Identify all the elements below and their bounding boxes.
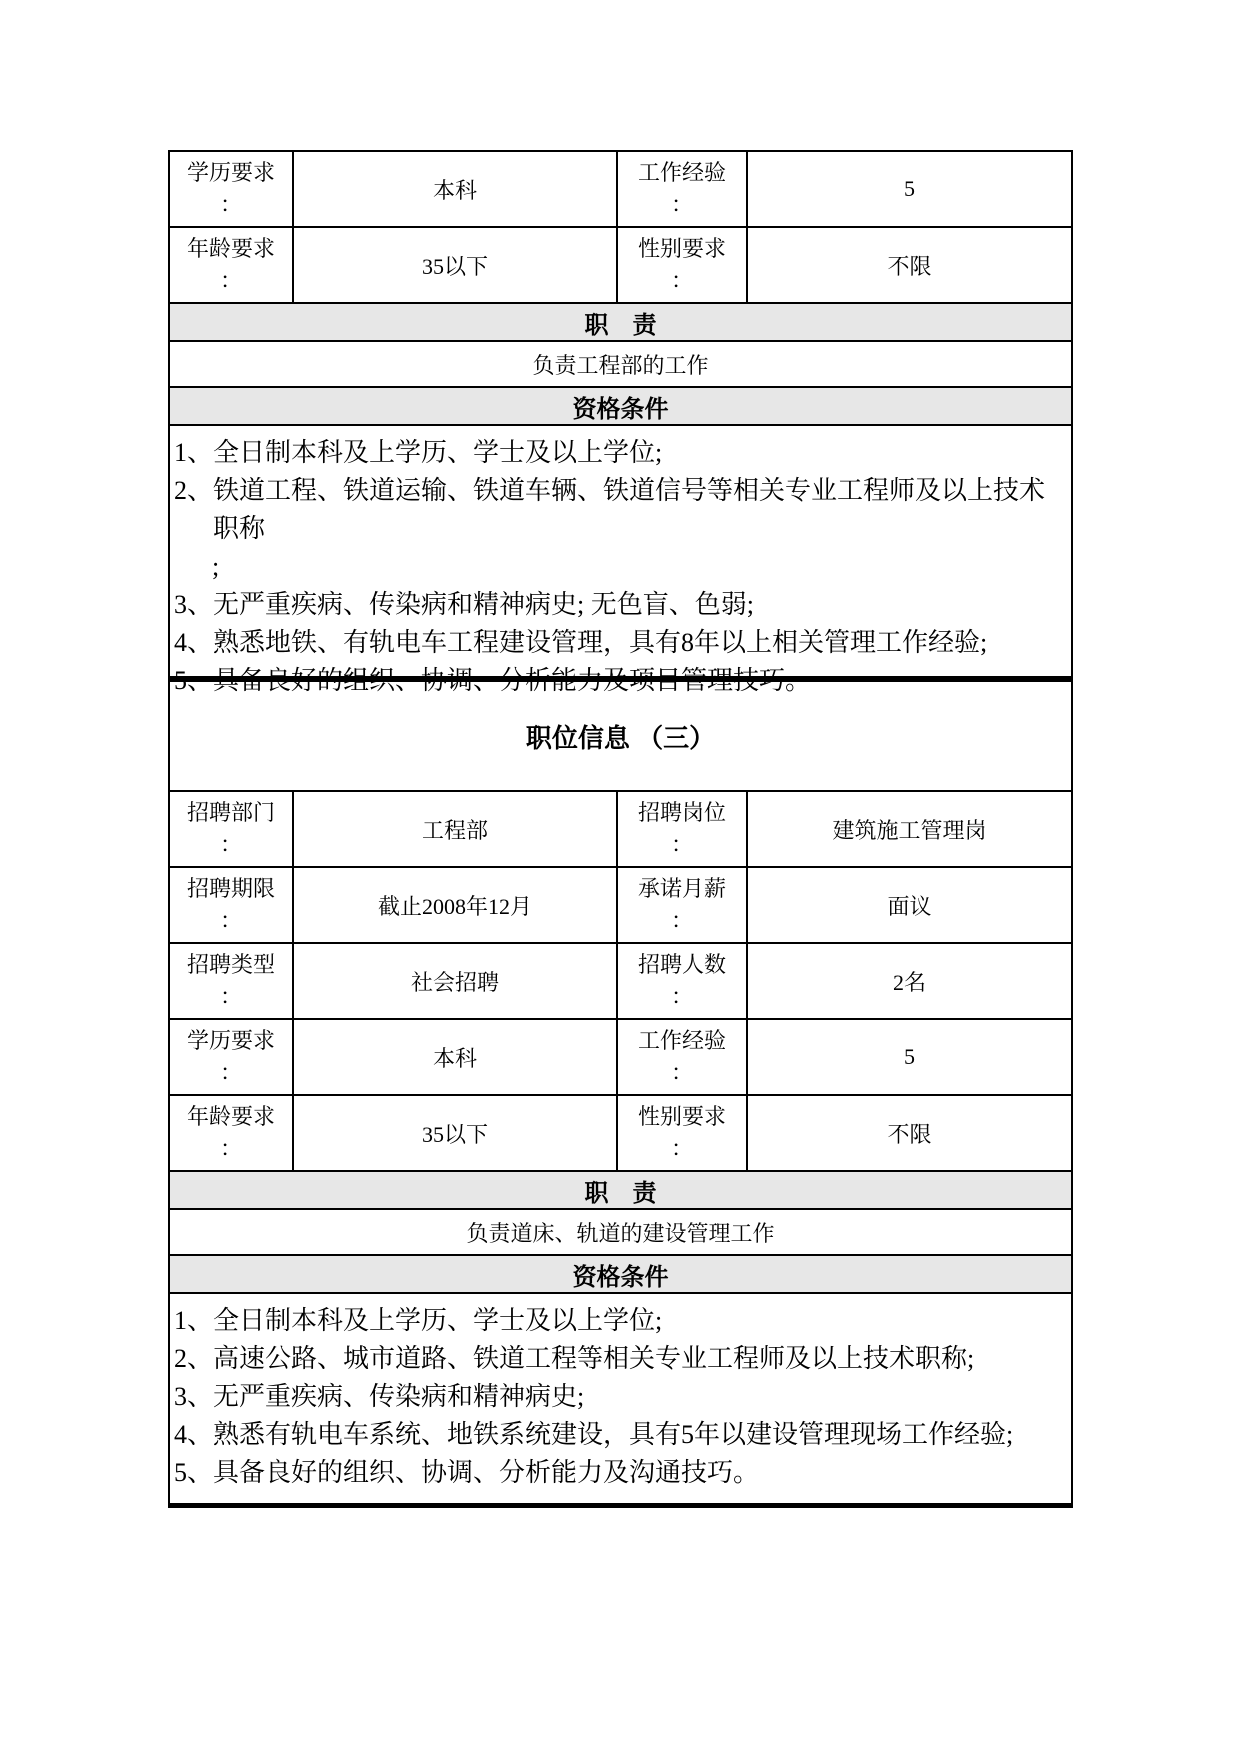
field-label-colon: ： bbox=[670, 832, 693, 857]
field-value: 社会招聘 bbox=[410, 969, 499, 995]
qualification-item bbox=[174, 1302, 1065, 1340]
field-label: 性别要求 bbox=[637, 1104, 726, 1129]
qualifications-section-header: 资格条件 bbox=[170, 388, 1071, 426]
qualification-item-continuation bbox=[174, 548, 1065, 586]
item-number: 1、 bbox=[174, 438, 214, 467]
field-label-cell bbox=[618, 228, 748, 302]
item-number: 3、 bbox=[174, 590, 214, 619]
field-label: 招聘期限 bbox=[186, 876, 275, 901]
field-value-cell bbox=[294, 944, 618, 1018]
item-text: 具备良好的组织、协调、分析能力及项目管理技巧。 bbox=[213, 666, 812, 695]
field-label-colon: ： bbox=[670, 1060, 693, 1085]
qualifications-list bbox=[170, 1294, 1071, 1503]
qualification-item bbox=[174, 662, 1065, 700]
field-label: 学历要求 bbox=[186, 1028, 275, 1053]
field-value-cell bbox=[748, 944, 1071, 1018]
field-label: 年龄要求 bbox=[186, 1104, 275, 1129]
item-text: ; bbox=[212, 552, 220, 581]
qualification-item bbox=[174, 1378, 1065, 1416]
field-label: 承诺月薪 bbox=[637, 876, 726, 901]
field-label: 招聘岗位 bbox=[637, 800, 726, 825]
field-label-cell bbox=[170, 792, 294, 866]
item-number: 5、 bbox=[174, 1458, 214, 1487]
field-label: 招聘人数 bbox=[637, 952, 726, 977]
field-label-colon: ： bbox=[219, 832, 242, 857]
item-number: 4、 bbox=[174, 628, 214, 657]
section-title: 职位信息 （三） bbox=[170, 682, 1071, 792]
field-value: 35以下 bbox=[421, 253, 488, 279]
field-label-cell bbox=[618, 1020, 748, 1094]
field-value-cell bbox=[294, 792, 618, 866]
qualification-item bbox=[174, 1340, 1065, 1378]
field-label-colon: ： bbox=[670, 192, 693, 217]
field-label-colon: ： bbox=[219, 1136, 242, 1161]
field-value: 5 bbox=[904, 176, 915, 201]
table-row bbox=[170, 228, 1071, 304]
field-value: 5 bbox=[904, 1044, 915, 1069]
qualification-item bbox=[174, 1454, 1065, 1492]
duty-section-header: 职 责 bbox=[170, 1172, 1071, 1210]
field-value-cell bbox=[294, 228, 618, 302]
field-label-cell bbox=[170, 1020, 294, 1094]
qualification-item bbox=[174, 434, 1065, 472]
qualifications-section-header: 资格条件 bbox=[170, 1256, 1071, 1294]
item-number: 5、 bbox=[174, 666, 214, 695]
item-text: 全日制本科及上学历、学士及以上学位; bbox=[213, 438, 663, 467]
table-row bbox=[170, 1020, 1071, 1096]
field-value: 35以下 bbox=[421, 1121, 488, 1147]
field-label-cell bbox=[618, 944, 748, 1018]
field-label-cell bbox=[170, 1096, 294, 1170]
item-text: 全日制本科及上学历、学士及以上学位; bbox=[213, 1306, 663, 1335]
field-label-colon: ： bbox=[219, 268, 242, 293]
field-label: 年龄要求 bbox=[186, 236, 275, 261]
field-value-cell bbox=[748, 228, 1071, 302]
table-row bbox=[170, 1096, 1071, 1172]
item-number bbox=[174, 548, 212, 586]
field-value: 截止2008年12月 bbox=[377, 893, 532, 919]
field-label-cell bbox=[618, 1096, 748, 1170]
table-row bbox=[170, 792, 1071, 868]
item-text: 熟悉有轨电车系统、地铁系统建设，具有5年以建设管理现场工作经验; bbox=[213, 1420, 1014, 1449]
field-label-cell bbox=[170, 152, 294, 226]
qualification-item bbox=[174, 472, 1065, 548]
job-table-previous bbox=[168, 150, 1073, 695]
field-label-cell bbox=[618, 868, 748, 942]
field-value-cell bbox=[294, 1096, 618, 1170]
field-label-colon: ： bbox=[219, 1060, 242, 1085]
field-value: 本科 bbox=[432, 177, 477, 203]
field-label-colon: ： bbox=[670, 984, 693, 1009]
item-text: 高速公路、城市道路、铁道工程等相关专业工程师及以上技术职称; bbox=[213, 1344, 975, 1373]
field-label: 学历要求 bbox=[186, 160, 275, 185]
field-label-colon: ： bbox=[219, 908, 242, 933]
item-number: 2、 bbox=[174, 476, 214, 505]
item-text: 无严重疾病、传染病和精神病史; 无色盲、色弱; bbox=[213, 590, 754, 619]
item-text: 铁道工程、铁道运输、铁道车辆、铁道信号等相关专业工程师及以上技术职称 bbox=[213, 476, 1046, 543]
field-value: 面议 bbox=[887, 893, 932, 919]
item-text: 具备良好的组织、协调、分析能力及沟通技巧。 bbox=[213, 1458, 760, 1487]
field-label-colon: ： bbox=[670, 908, 693, 933]
field-value-cell bbox=[748, 1096, 1071, 1170]
field-value-cell bbox=[748, 868, 1071, 942]
duty-section-header: 职 责 bbox=[170, 304, 1071, 342]
qualification-item bbox=[174, 624, 1065, 662]
item-number: 2、 bbox=[174, 1344, 214, 1373]
field-value: 不限 bbox=[887, 253, 932, 279]
job-table-three bbox=[168, 682, 1073, 1508]
field-label-cell bbox=[170, 944, 294, 1018]
qualification-item bbox=[174, 586, 1065, 624]
field-value-cell bbox=[294, 868, 618, 942]
field-value-cell bbox=[294, 152, 618, 226]
field-label-cell bbox=[618, 152, 748, 226]
field-label-colon: ： bbox=[219, 192, 242, 217]
field-label-colon: ： bbox=[670, 268, 693, 293]
item-text: 熟悉地铁、有轨电车工程建设管理，具有8年以上相关管理工作经验; bbox=[213, 628, 988, 657]
field-value-cell bbox=[294, 1020, 618, 1094]
duty-text: 负责工程部的工作 bbox=[170, 342, 1071, 388]
field-label-cell bbox=[618, 792, 748, 866]
field-label-cell bbox=[170, 228, 294, 302]
field-value: 本科 bbox=[432, 1045, 477, 1071]
field-label-colon: ： bbox=[219, 984, 242, 1009]
item-number: 3、 bbox=[174, 1382, 214, 1411]
field-label: 招聘类型 bbox=[186, 952, 275, 977]
qualification-item bbox=[174, 1416, 1065, 1454]
field-value-cell bbox=[748, 152, 1071, 226]
field-label: 工作经验 bbox=[637, 1028, 726, 1053]
item-text: 无严重疾病、传染病和精神病史; bbox=[213, 1382, 585, 1411]
item-number: 1、 bbox=[174, 1306, 214, 1335]
table-row bbox=[170, 944, 1071, 1020]
item-number: 4、 bbox=[174, 1420, 214, 1449]
table-row bbox=[170, 868, 1071, 944]
field-value-cell bbox=[748, 1020, 1071, 1094]
field-label: 工作经验 bbox=[637, 160, 726, 185]
qualifications-list bbox=[170, 426, 1071, 695]
document-content bbox=[168, 150, 1073, 1508]
field-value: 工程部 bbox=[421, 817, 488, 843]
field-value: 不限 bbox=[887, 1121, 932, 1147]
field-label: 招聘部门 bbox=[186, 800, 275, 825]
field-value-cell bbox=[748, 792, 1071, 866]
field-label: 性别要求 bbox=[637, 236, 726, 261]
field-label-colon: ： bbox=[670, 1136, 693, 1161]
field-value: 2名 bbox=[892, 969, 926, 995]
duty-text: 负责道床、轨道的建设管理工作 bbox=[170, 1210, 1071, 1256]
table-row bbox=[170, 152, 1071, 228]
field-value: 建筑施工管理岗 bbox=[832, 817, 987, 843]
field-label-cell bbox=[170, 868, 294, 942]
